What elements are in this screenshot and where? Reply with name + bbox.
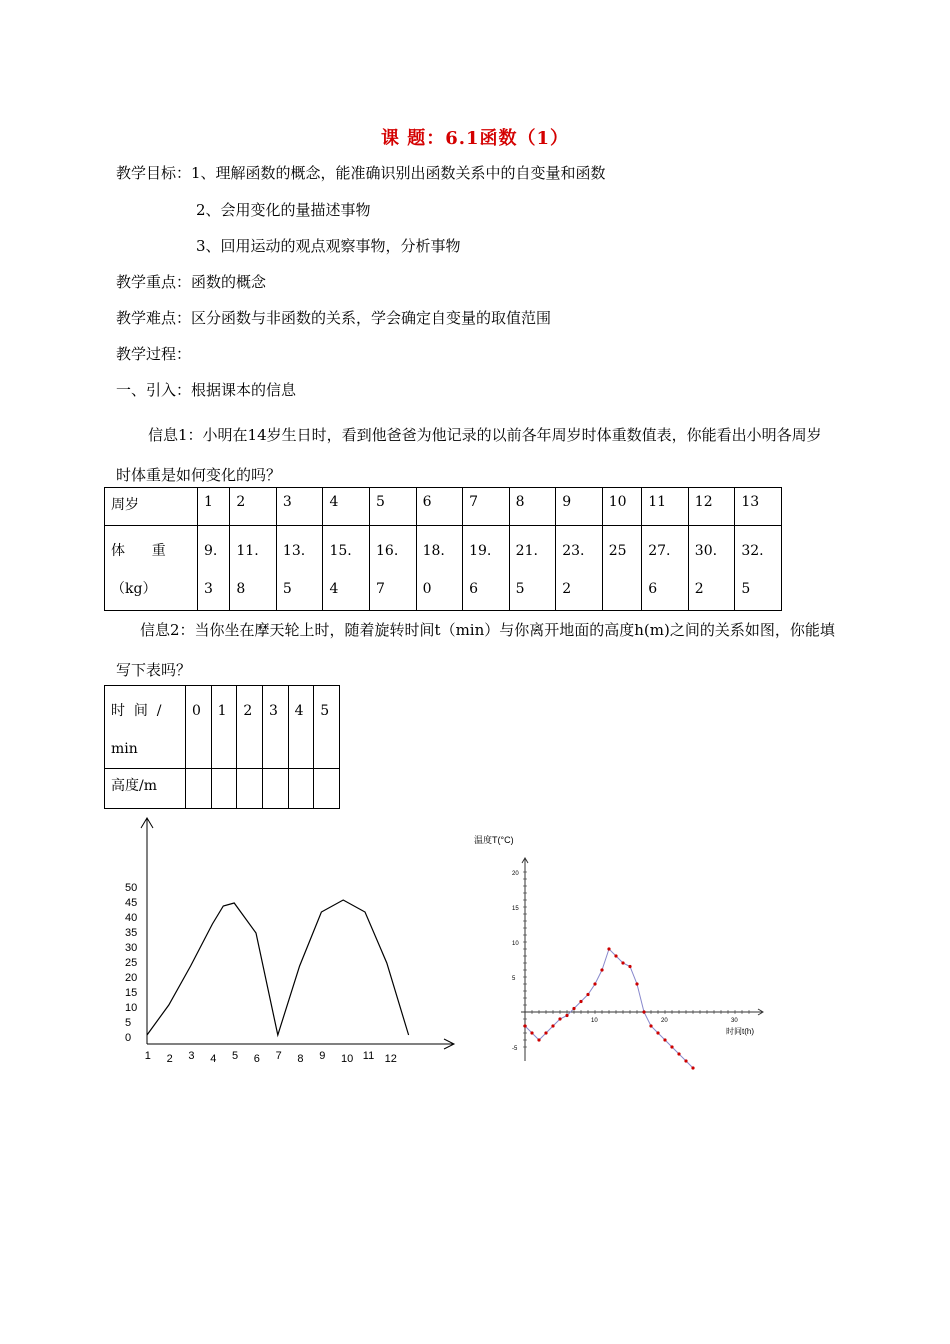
temp-x-axis-label: 时间t(h) <box>726 1027 754 1036</box>
age-cell: 7 <box>463 488 510 526</box>
ferris-x-tick-label: 3 <box>188 1050 195 1062</box>
temp-data-point <box>530 1031 533 1034</box>
temp-data-point <box>691 1066 694 1069</box>
temp-data-point <box>523 1024 526 1027</box>
objective-2: 2、会用变化的量描述事物 <box>196 201 371 219</box>
ferris-height-curve <box>147 900 409 1035</box>
weight-table <box>104 487 782 611</box>
time-cell: 5 <box>314 686 340 769</box>
objective-1 <box>116 163 606 183</box>
temp-data-point <box>537 1038 540 1041</box>
time-table <box>104 685 340 809</box>
temp-data-point <box>614 954 617 957</box>
temp-data-point <box>565 1014 568 1017</box>
temp-x-ticks <box>591 1018 738 1024</box>
temp-data-point <box>677 1052 680 1055</box>
temp-data-point <box>544 1031 547 1034</box>
info2-paragraph: 信息2：当你坐在摩天轮上时，随着旋转时间t（min）与你离开地面的高度h(m)之间的关系如图，你能填写下表吗？ <box>116 621 835 679</box>
time-cell: 2 <box>237 686 263 769</box>
ferris-y-tick-label: 45 <box>125 897 138 909</box>
temp-data-point <box>684 1059 687 1062</box>
ferris-y-tick-label: 20 <box>125 972 138 984</box>
weight-cell: 16. 7 <box>370 526 417 611</box>
height-row <box>105 769 340 809</box>
weight-cell: 19. 6 <box>463 526 510 611</box>
ferris-y-tick-label: 0 <box>125 1032 132 1044</box>
temp-data-point <box>670 1045 673 1048</box>
temp-y-axis-label: 温度T(°C) <box>474 835 514 845</box>
weight-cell: 23. 2 <box>556 526 603 611</box>
ferris-y-ticks <box>125 882 137 1044</box>
weight-cell: 27. 6 <box>642 526 689 611</box>
temp-data-point <box>649 1024 652 1027</box>
age-cell: 11 <box>642 488 689 526</box>
weight-row <box>105 526 782 611</box>
ferris-y-tick-label: 10 <box>125 1002 138 1014</box>
ferris-y-tick-label: 30 <box>125 942 138 954</box>
temp-data-point <box>586 993 589 996</box>
ferris-axes <box>141 818 454 1049</box>
ferris-x-tick-label: 11 <box>362 1050 375 1062</box>
weight-cell: 15. 4 <box>323 526 370 611</box>
weight-header <box>105 526 198 611</box>
weight-cell: 32. 5 <box>735 526 782 611</box>
weight-cell: 13. 5 <box>276 526 323 611</box>
weight-cell: 21. 5 <box>509 526 556 611</box>
ferris-x-ticks <box>145 1050 397 1065</box>
temp-x-tick-label: 30 <box>731 1018 738 1024</box>
age-row <box>105 488 782 526</box>
objective-item: 1、理解函数的概念，能准确识别出函数关系中的自变量和函数 <box>191 164 606 182</box>
temp-data-point <box>635 982 638 985</box>
temp-data-point <box>607 947 610 950</box>
temp-data-point <box>593 982 596 985</box>
ferris-y-tick-label: 50 <box>125 882 138 894</box>
time-header-line2: min <box>111 741 138 757</box>
height-cell <box>288 769 314 809</box>
ferris-y-tick-label: 15 <box>125 987 138 999</box>
ferris-y-tick-label: 25 <box>125 957 138 969</box>
ferris-wheel-chart <box>110 810 470 1070</box>
objective-3: 3、回用运动的观点观察事物，分析事物 <box>196 237 461 255</box>
height-header: 高度/m <box>105 769 186 809</box>
time-row <box>105 686 340 769</box>
ferris-y-tick-label: 35 <box>125 927 138 939</box>
time-cell: 4 <box>288 686 314 769</box>
ferris-x-tick-label: 6 <box>253 1053 260 1065</box>
weight-cell: 11. 8 <box>230 526 277 611</box>
key-point: 教学重点：函数的概念 <box>116 273 267 291</box>
ferris-x-tick-label: 7 <box>275 1050 282 1062</box>
ferris-x-tick-label: 5 <box>232 1050 239 1062</box>
age-cell: 3 <box>276 488 323 526</box>
temp-data-point <box>558 1017 561 1020</box>
temp-data-point <box>579 1000 582 1003</box>
difficulty: 教学难点：区分函数与非函数的关系，学会确定自变量的取值范围 <box>116 309 552 327</box>
height-cell <box>262 769 288 809</box>
temperature-chart <box>470 825 780 1070</box>
temp-data-point <box>628 965 631 968</box>
temp-x-tick-label: 20 <box>661 1018 668 1024</box>
weight-cell: 9. 3 <box>198 526 230 611</box>
temp-y-tick-label: -5 <box>512 1046 518 1052</box>
ferris-x-tick-label: 4 <box>210 1053 217 1065</box>
weight-header-line2: （kg） <box>111 581 157 597</box>
temp-series-line <box>525 949 693 1068</box>
age-cell: 13 <box>735 488 782 526</box>
temp-y-tick-label: 5 <box>512 976 516 982</box>
height-cell <box>186 769 212 809</box>
height-cell <box>314 769 340 809</box>
age-cell: 8 <box>509 488 556 526</box>
age-cell: 1 <box>198 488 230 526</box>
temp-y-tick-label: 20 <box>512 871 519 877</box>
age-cell: 4 <box>323 488 370 526</box>
ferris-x-tick-label: 8 <box>297 1053 304 1065</box>
height-cell <box>237 769 263 809</box>
temp-points <box>523 947 694 1069</box>
ferris-x-tick-label: 10 <box>341 1053 354 1065</box>
ferris-x-tick-label: 9 <box>319 1050 326 1062</box>
age-cell: 6 <box>416 488 463 526</box>
time-cell: 1 <box>211 686 237 769</box>
info1-paragraph: 信息1：小明在14岁生日时，看到他爸爸为他记录的以前各年周岁时体重数值表，你能看出小明各周岁时体重是如何变化的吗？ <box>116 426 822 484</box>
intro-heading: 一、引入：根据课本的信息 <box>116 381 297 399</box>
temp-data-point <box>621 961 624 964</box>
ferris-x-tick-label: 12 <box>384 1053 397 1065</box>
weight-cell: 18. 0 <box>416 526 463 611</box>
ferris-y-tick-label: 5 <box>125 1017 132 1029</box>
temp-data-point <box>572 1007 575 1010</box>
temp-x-tick-label: 10 <box>591 1018 598 1024</box>
temp-data-point <box>600 968 603 971</box>
age-cell: 9 <box>556 488 603 526</box>
temp-data-point <box>642 1010 645 1013</box>
weight-header-line1: 体 重 <box>111 543 166 559</box>
temp-data-point <box>551 1024 554 1027</box>
age-cell: 2 <box>230 488 277 526</box>
age-cell: 5 <box>370 488 417 526</box>
temp-y-tick-label: 15 <box>512 906 519 912</box>
time-header <box>105 686 186 769</box>
time-header-line1: 时 间 / <box>111 703 162 719</box>
temp-data-point <box>663 1038 666 1041</box>
weight-cell: 25 <box>602 526 641 611</box>
ferris-x-tick-label: 2 <box>166 1053 173 1065</box>
age-cell: 12 <box>688 488 735 526</box>
temp-data-point <box>656 1031 659 1034</box>
ferris-x-tick-label: 1 <box>144 1050 151 1062</box>
height-cell <box>211 769 237 809</box>
temp-y-tick-label: 10 <box>512 941 519 947</box>
age-header: 周岁 <box>105 488 198 526</box>
page-title: 课 题：6.1函数（1） <box>380 128 570 149</box>
ferris-y-tick-label: 40 <box>125 912 138 924</box>
time-cell: 0 <box>186 686 212 769</box>
age-cell: 10 <box>602 488 641 526</box>
process-heading: 教学过程： <box>116 345 192 363</box>
weight-cell: 30. 2 <box>688 526 735 611</box>
objectives-label: 教学目标： <box>116 164 192 182</box>
time-cell: 3 <box>262 686 288 769</box>
temp-y-ticks <box>512 871 519 1052</box>
